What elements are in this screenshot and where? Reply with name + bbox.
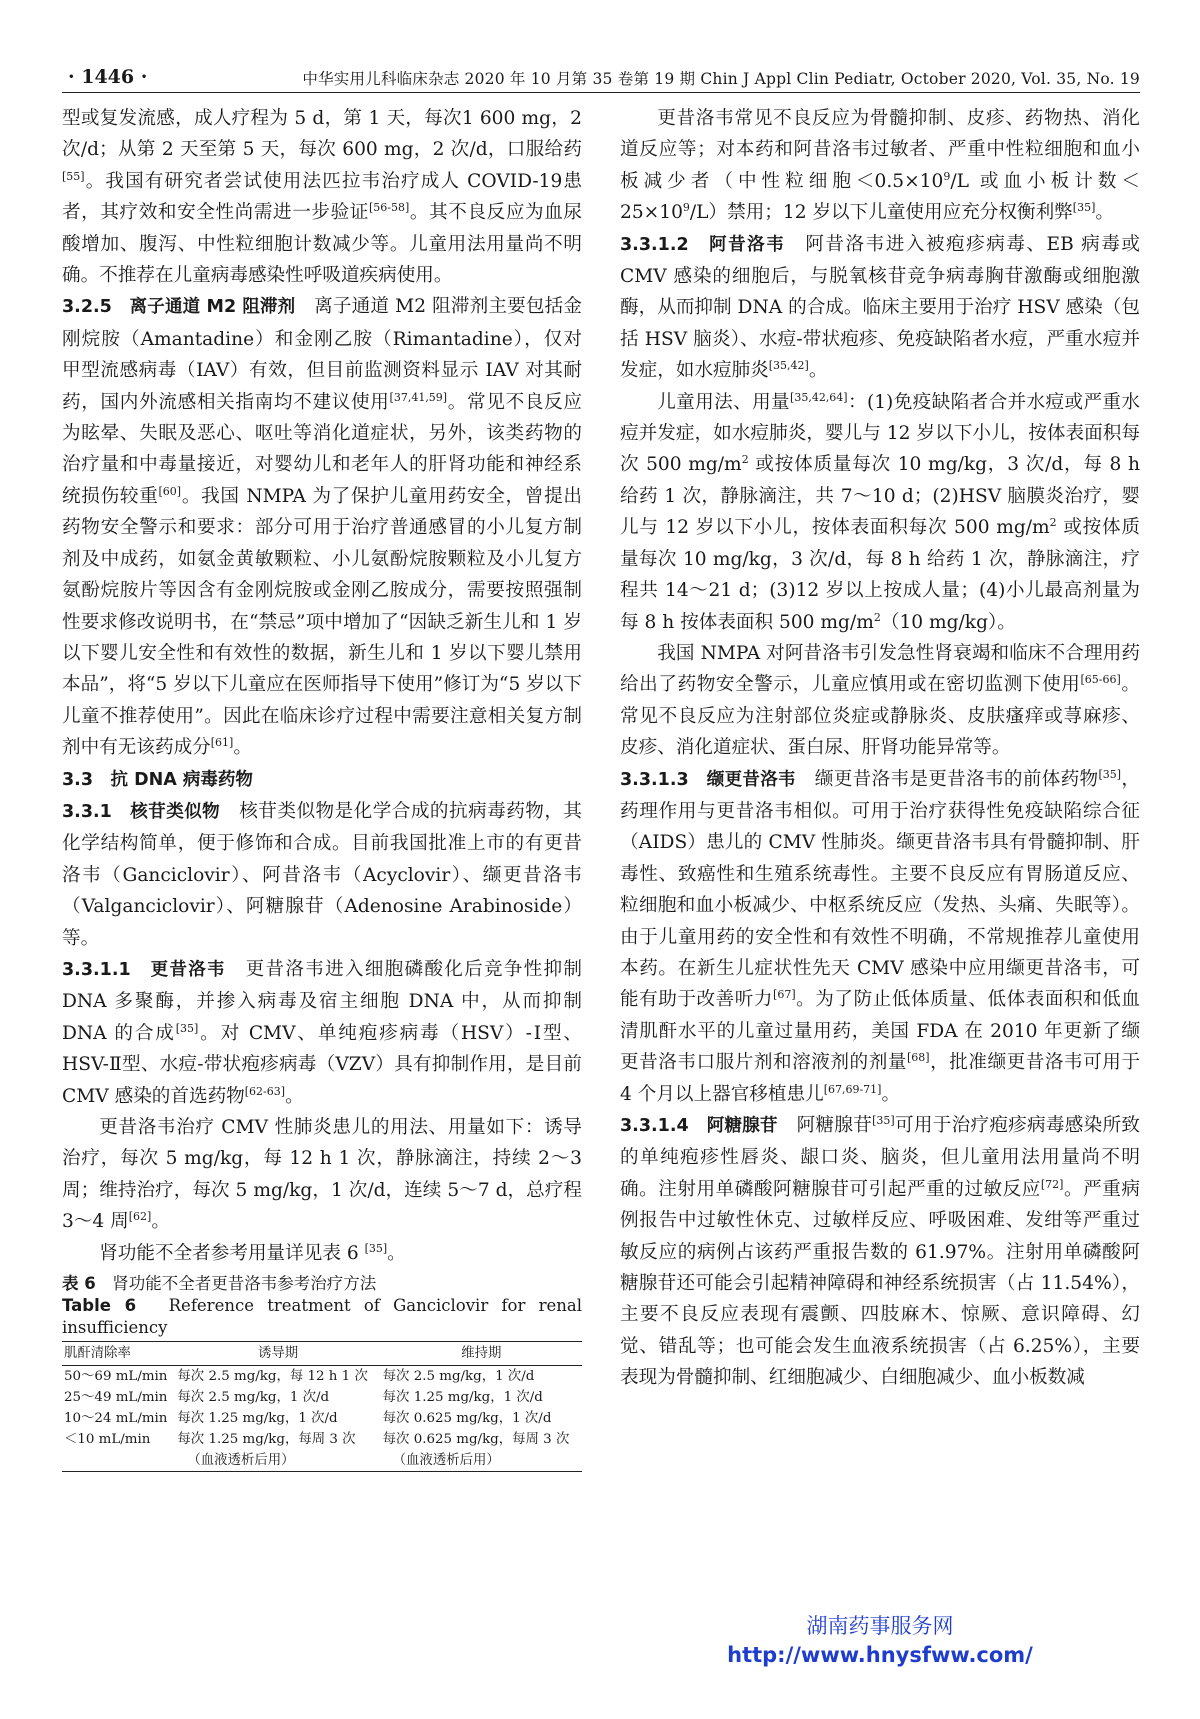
paragraph: 3.2.5 离子通道 M2 阻滞剂 离子通道 M2 阻滞剂主要包括金刚烷胺（Amantadine）和金刚乙胺（Rimantadine），仅对甲型流感病毒（IAV）有效，但目前监测资料显示 IAV 对其耐药，国内外流感相关指南均不建议使用[37,41,59]。常见不良反应为眩晕、失眠及恶心、呕吐等消化道症状，另外，该类药物的治疗量和中毒量接近，对婴幼儿和老年人的肝肾功能和神经系统损伤较重[60]。我国 NMPA 为了保护儿童用药安全，曾提出药物安全警示和要求：部分可用于治疗普通感冒的小儿复方制剂及中成药，如氨金黄敏颗粒、小儿氨酚烷胺颗粒及小儿复方氨酚烷胺片等因含有金刚烷胺或金刚乙胺成分，需要按照强制性要求修改说明书，在“禁忌”项中增加了“因缺乏新生儿和 1 岁以下婴儿安全性和有效性的数据，新生儿和 1 岁以下婴儿禁用本品”，将“5 岁以下儿童应在医师指导下使用”修订为“5 岁以下儿童不推荐使用”。因此在临床诊疗过程中需要注意相关复方制剂中有无该药成分[61]。 <box>62 296 582 759</box>
table-row: 10～24 mL/min 每次 1.25 mg/kg，1 次/d 每次 0.625 mg/kg，1 次/d <box>64 1411 552 1427</box>
table-caption: 表 6 肾功能不全者更昔洛韦参考治疗方法 Table 6 Reference treatment of Ganciclovir for renal insufficiency <box>62 1274 583 1338</box>
paragraph: 3.3.1.3 缬更昔洛韦 缬更昔洛韦是更昔洛韦的前体药物[35]，药理作用与更昔洛韦相似。可用于治疗获得性免疫缺陷综合征（AIDS）患儿的 CMV 性肺炎。缬更昔洛韦具有骨髓抑制、肝毒性、致癌性和生殖系统毒性。主要不良反应有胃肠道反应、粒细胞和血小板减少、中枢系统反应（发热、头痛、失眠等）。由于儿童用药的安全性和有效性不明确，不常规推荐儿童使用本药。在新生儿症状性先天 CMV 感染中应用缬更昔洛韦，可能有助于改善听力[67]。为了防止低体质量、低体表面积和低血清肌酐水平的儿童过量用药，美国 FDA 在 2010 年更新了缬更昔洛韦口服片剂和溶液剂的剂量[68]，批准缬更昔洛韦可用于 4 个月以上器官移植患儿[67,69-71]。 <box>620 767 1140 1105</box>
table-row: 25～49 mL/min 每次 2.5 mg/kg，1 次/d 每次 1.25 mg/kg，1 次/d <box>64 1390 543 1406</box>
section-heading: 3.3.1.4 阿糖腺苷 <box>620 1116 778 1136</box>
paragraph: 型或复发流感，成人疗程为 5 d，第 1 天，每次1 600 mg，2 次/d；从第 2 天至第 5 天，每次 600 mg，2 次/d，口服给药[55]。我国有研究者尝试使用法匹拉韦治疗成人 COVID-19患者，其疗效和安全性尚需进一步验证[56-58]。其不良反应为血尿酸增加、腹泻、中性粒细胞计数减少等。儿童用法用量尚不明确。不推荐在儿童病毒感染性呼吸道疾病使用。 <box>62 108 582 287</box>
page-number: · 1446 · <box>68 66 148 88</box>
section-heading: 3.2.5 离子通道 M2 阻滞剂 <box>62 297 296 318</box>
table-header: 诱导期 <box>175 1342 380 1366</box>
paragraph: 更昔洛韦治疗 CMV 性肺炎患儿的用法、用量如下：诱导治疗，每次 5 mg/kg，每 12 h 1 次，静脉滴注，持续 2～3 周；维持治疗，每次 5 mg/kg，1 次/d，连续 5～7 d，总疗程 3～4 周[62]。 <box>62 1117 582 1233</box>
paragraph: 更昔洛韦常见不良反应为骨髓抑制、皮疹、药物热、消化道反应等；对本药和阿昔洛韦过敏者、严重中性粒细胞和血小板减少者（中性粒细胞$<0.5\times 10^9/L$ 或血小板计数$<25\times 10^9/L$）禁用；12 岁以下儿童使用应充分权衡利弊[35]。 <box>620 108 1140 224</box>
table-header: 肌酐清除率 <box>62 1342 175 1366</box>
table-header: 维持期 <box>381 1342 582 1366</box>
renal-dosing-table <box>62 1341 582 1472</box>
paragraph: 儿童用法、用量[35,42,64]：(1)免疫缺陷者合并水痘或严重水痘并发症，如水痘肺炎，婴儿与 12 岁以下小儿，按体表面积每次 500 $mg/m^2$ 或按体质量每次 10 mg/kg，3 次/d，每 8 h 给药 1 次，静脉滴注，共 7～10 d；(2)HSV 脑膜炎治疗，婴儿与 12 岁以下小儿，按体表面积每次 500 $mg/m^2$ 或按体质量每次 10 mg/kg，3 次/d，每 8 h 给药 1 次，静脉滴注，疗程共 14～21 d；(3)12 岁以上按成人量；(4)小儿最高剂量为每 8 h 按体表面积 500 $mg/m^2(10$ mg/kg）。 <box>620 390 1140 633</box>
table-row: （血液透析后用） （血液透析后用） <box>62 1450 582 1472</box>
paragraph: 我国 NMPA 对阿昔洛韦引发急性肾衰竭和临床不合理用药给出了药物安全警示，儿童应慎用或在密切监测下使用[65-66]。常见不良反应为注射部位炎症或静脉炎、皮肤瘙痒或荨麻疹、皮疹、消化道症状、蛋白尿、肝肾功能异常等。 <box>620 642 1140 759</box>
right-column <box>620 103 1140 1394</box>
section-heading: 3.3.1.2 阿昔洛韦 <box>620 234 786 255</box>
paragraph: 3.3.1.2 阿昔洛韦 阿昔洛韦进入被疱疹病毒、EB 病毒或 CMV 感染的细胞后，与脱氧核苷竞争病毒胸苷激酶或细胞激酶，从而抑制 DNA 的合成。临床主要用于治疗 HSV 感染（包括 HSV 脑炎）、水痘-带状疱疹、免疫缺陷者水痘，严重水痘并发症，如水痘肺炎[35,42]。 <box>620 233 1140 382</box>
table-row: 50～69 mL/min 每次 2.5 mg/kg，每 12 h 1 次 每次 2.5 mg/kg，1 次/d <box>64 1369 535 1385</box>
journal-citation: 中华实用儿科临床杂志 2020 年 10 月第 35 卷第 19 期 Chin J Appl Clin Pediatr, October 2020, Vol. 35, No. 19 <box>302 70 1140 88</box>
paragraph: 肾功能不全者参考用量详见表 6 [35]。 <box>99 1241 406 1264</box>
watermark <box>690 1612 1070 1670</box>
table-row: ＜10 mL/min 每次 1.25 mg/kg，每周 3 次 每次 0.625 mg/kg，每周 3 次 <box>64 1432 570 1448</box>
watermark-url[interactable]: http://www.hnysfww.com/ <box>727 1643 1033 1667</box>
paragraph: 3.3.1.1 更昔洛韦 更昔洛韦进入细胞磷酸化后竞争性抑制 DNA 多聚酶，并掺入病毒及宿主细胞 DNA 中，从而抑制 DNA 的合成[35]。对 CMV、单纯疱疹病毒（HSV）-Ⅰ型、HSV-Ⅱ型、水痘-带状疱疹病毒（VZV）具有抑制作用，是目前 CMV 感染的首选药物[62-63]。 <box>62 958 582 1107</box>
left-column <box>62 103 582 1472</box>
running-header <box>62 62 1140 93</box>
section-heading: 3.3.1 核苷类似物 <box>62 801 221 822</box>
section-heading: 3.3.1.3 缬更昔洛韦 <box>620 769 796 790</box>
paragraph: 3.3.1.4 阿糖腺苷 阿糖腺苷[35]可用于治疗疱疹病毒感染所致的单纯疱疹性唇炎、龈口炎、脑炎，但儿童用法用量尚不明确。注射用单磷酸阿糖腺苷可引起严重的过敏反应[72]。严重病例报告中过敏性休克、过敏样反应、呼吸困难、发绀等严重过敏反应的病例占该药严重报告数的 61.97%。注射用单磷酸阿糖腺苷还可能会引起精神障碍和神经系统损害（占 11.54%），主要不良反应表现有震颤、四肢麻木、惊厥、意识障碍、幻觉、错乱等；也可能会发生血液系统损害（占 6.25%），主要表现为骨髓抑制、红细胞减少、白细胞减少、血小板数减 <box>620 1113 1140 1389</box>
paragraph: 3.3.1 核苷类似物 核苷类似物是化学合成的抗病毒药物，其化学结构简单，便于修饰和合成。目前我国批准上市的有更昔洛韦（Ganciclovir）、阿昔洛韦（Acyclovir）、缬更昔洛韦（Valganciclovir）、阿糖腺苷（Adenosine Arabinoside）等。 <box>62 800 582 949</box>
section-heading: 3.3.1.1 更昔洛韦 <box>62 959 226 980</box>
section-heading: 3.3 抗 DNA 病毒药物 <box>62 769 253 790</box>
watermark-name: 湖南药事服务网 <box>806 1614 954 1638</box>
